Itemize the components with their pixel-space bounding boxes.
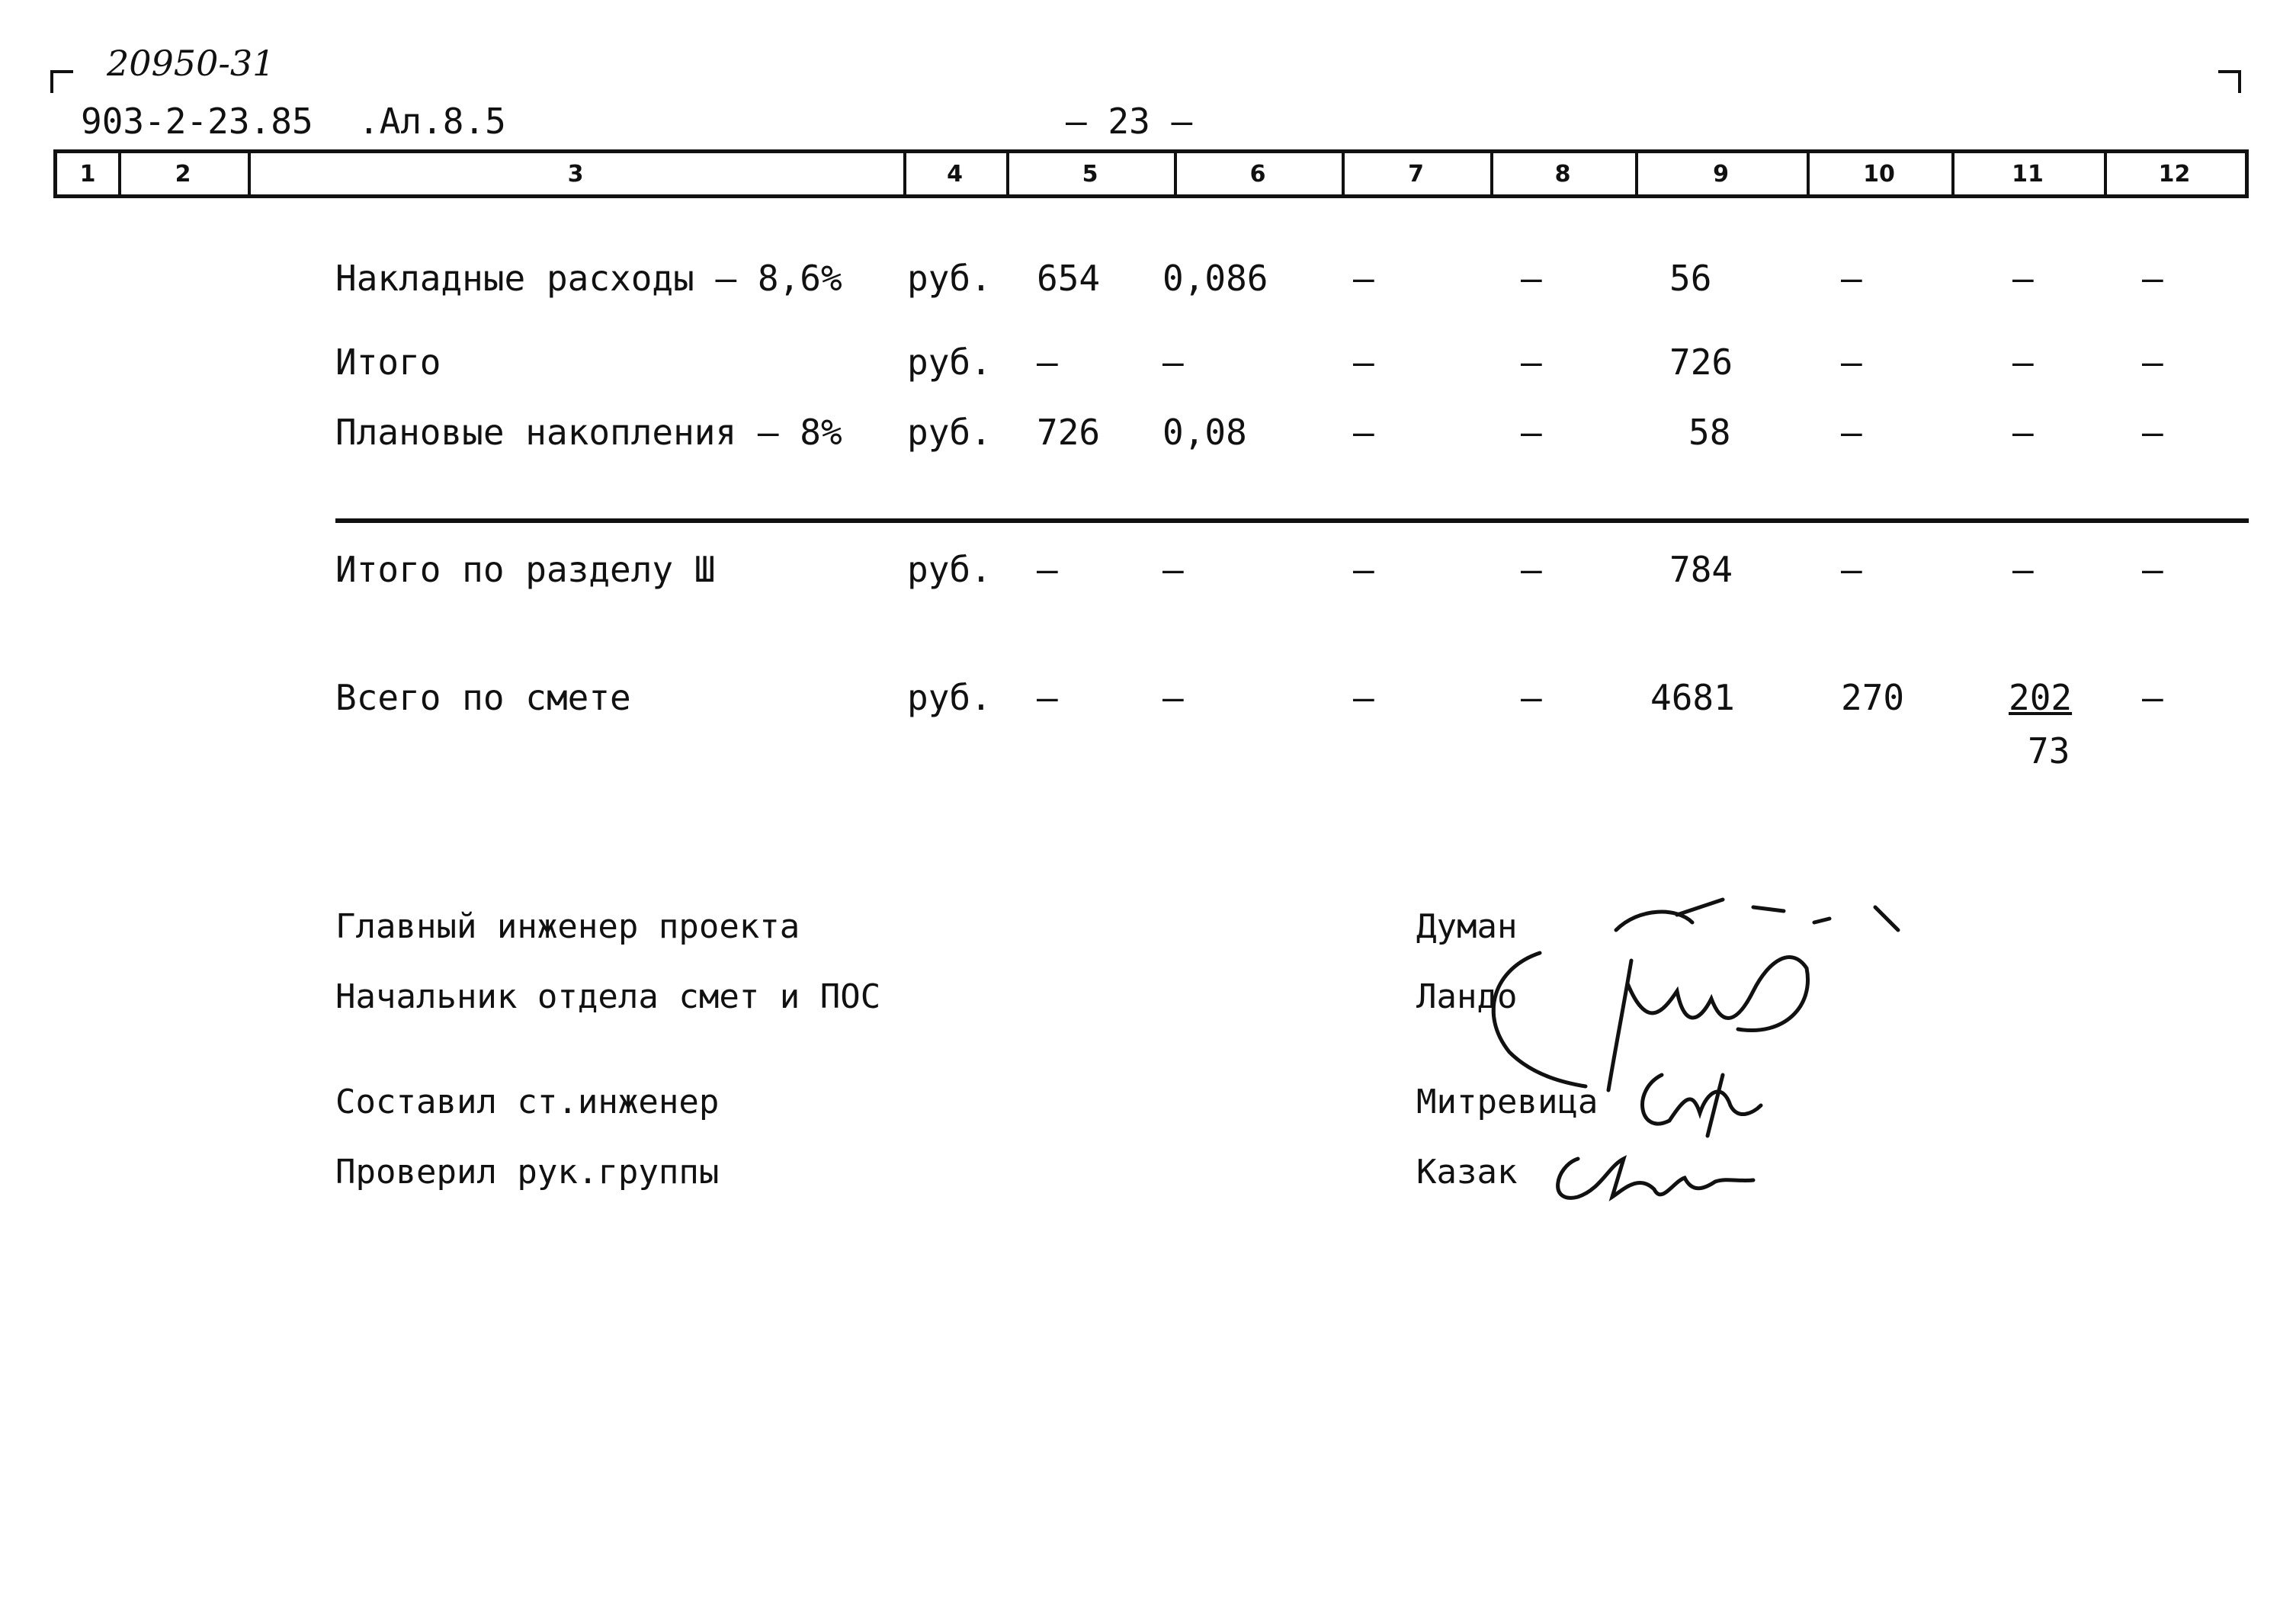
column-number: 5 bbox=[1082, 160, 1098, 188]
column-number: 11 bbox=[2012, 160, 2044, 188]
signature-role: Составил ст.инженер bbox=[335, 1083, 720, 1121]
cell-col9: 58 bbox=[1688, 412, 1731, 453]
signature-role: Главный инженер проекта bbox=[335, 907, 800, 946]
column-number: 7 bbox=[1408, 160, 1424, 188]
document-code: 903-2-23.85 bbox=[81, 101, 313, 142]
cell-col7: – bbox=[1353, 549, 1374, 590]
cell-col5: – bbox=[1037, 342, 1058, 383]
cell-col5: 726 bbox=[1037, 412, 1101, 453]
cell-col9: 56 bbox=[1669, 258, 1712, 299]
cell-col8: – bbox=[1521, 258, 1542, 299]
handwritten-signature bbox=[1540, 1136, 1768, 1220]
table-row bbox=[0, 412, 2296, 457]
cell-col6: 0,086 bbox=[1162, 258, 1268, 299]
cell-col9: 726 bbox=[1669, 342, 1733, 383]
cell-col12: – bbox=[2142, 342, 2163, 383]
signature-name: Думан bbox=[1416, 907, 1518, 946]
cell-col7: – bbox=[1353, 342, 1374, 383]
cell-col10: – bbox=[1841, 412, 1862, 453]
archive-number: 20950-31 bbox=[107, 43, 275, 84]
signature-name: Ландо bbox=[1416, 977, 1518, 1016]
corner-mark-right bbox=[2218, 70, 2241, 93]
column-number: 4 bbox=[947, 160, 963, 188]
cell-col10: – bbox=[1841, 549, 1862, 590]
signature-name: Митревица bbox=[1416, 1083, 1599, 1121]
row-unit: руб. bbox=[907, 412, 992, 453]
column-number: 1 bbox=[79, 160, 96, 188]
cell-col11-secondary: 73 bbox=[2028, 730, 2070, 772]
row-unit: руб. bbox=[907, 342, 992, 383]
corner-mark-left bbox=[50, 70, 73, 93]
cell-col6: – bbox=[1162, 342, 1184, 383]
column-number: 9 bbox=[1713, 160, 1729, 188]
table-row bbox=[0, 342, 2296, 387]
cell-col10: – bbox=[1841, 258, 1862, 299]
row-unit: руб. bbox=[907, 677, 992, 718]
cell-col5: – bbox=[1037, 549, 1058, 590]
cell-col7: – bbox=[1353, 412, 1374, 453]
cell-col7: – bbox=[1353, 677, 1374, 718]
cell-col11: – bbox=[2012, 412, 2034, 453]
cell-col11: – bbox=[2012, 342, 2034, 383]
row-unit: руб. bbox=[907, 549, 992, 590]
cell-col9: 784 bbox=[1669, 549, 1733, 590]
cell-col8: – bbox=[1521, 677, 1542, 718]
cell-col10: 270 bbox=[1841, 677, 1905, 718]
cell-col12: – bbox=[2142, 258, 2163, 299]
section-divider bbox=[335, 518, 2249, 523]
signature-name: Казак bbox=[1416, 1153, 1518, 1192]
column-header-strip bbox=[53, 149, 2249, 198]
column-number: 10 bbox=[1863, 160, 1895, 188]
cell-col6: – bbox=[1162, 549, 1184, 590]
row-unit: руб. bbox=[907, 258, 992, 299]
cell-col5: 654 bbox=[1037, 258, 1101, 299]
cell-col8: – bbox=[1521, 549, 1542, 590]
cell-col11: – bbox=[2012, 258, 2034, 299]
row-name: Итого по разделу Ш bbox=[335, 549, 716, 590]
cell-col11: 202 bbox=[2009, 677, 2073, 718]
cell-col7: – bbox=[1353, 258, 1374, 299]
cell-col12: – bbox=[2142, 412, 2163, 453]
cell-col8: – bbox=[1521, 412, 1542, 453]
signature-role: Проверил рук.группы bbox=[335, 1153, 720, 1192]
cell-col5: – bbox=[1037, 677, 1058, 718]
cell-col12: – bbox=[2142, 677, 2163, 718]
column-number: 12 bbox=[2158, 160, 2191, 188]
handwritten-signature bbox=[1616, 1060, 1768, 1144]
album-reference: .Ал.8.5 bbox=[358, 101, 506, 142]
cell-col10: – bbox=[1841, 342, 1862, 383]
column-number: 6 bbox=[1249, 160, 1266, 188]
cell-col6: – bbox=[1162, 677, 1184, 718]
table-row bbox=[0, 258, 2296, 303]
row-name: Накладные расходы – 8,6% bbox=[335, 258, 842, 299]
page-number: — 23 — bbox=[1066, 101, 1193, 142]
table-row bbox=[0, 677, 2296, 723]
row-name: Плановые накопления – 8% bbox=[335, 412, 842, 453]
signature-role: Начальник отдела смет и ПОС bbox=[335, 977, 881, 1016]
row-name: Итого bbox=[335, 342, 441, 383]
cell-col8: – bbox=[1521, 342, 1542, 383]
table-row bbox=[0, 549, 2296, 595]
cell-col9: 4681 bbox=[1650, 677, 1735, 718]
row-name: Всего по смете bbox=[335, 677, 631, 718]
column-number: 3 bbox=[567, 160, 584, 188]
cell-col12: – bbox=[2142, 549, 2163, 590]
cell-col6: 0,08 bbox=[1162, 412, 1247, 453]
column-number: 2 bbox=[175, 160, 191, 188]
column-number: 8 bbox=[1554, 160, 1571, 188]
cell-col11: – bbox=[2012, 549, 2034, 590]
